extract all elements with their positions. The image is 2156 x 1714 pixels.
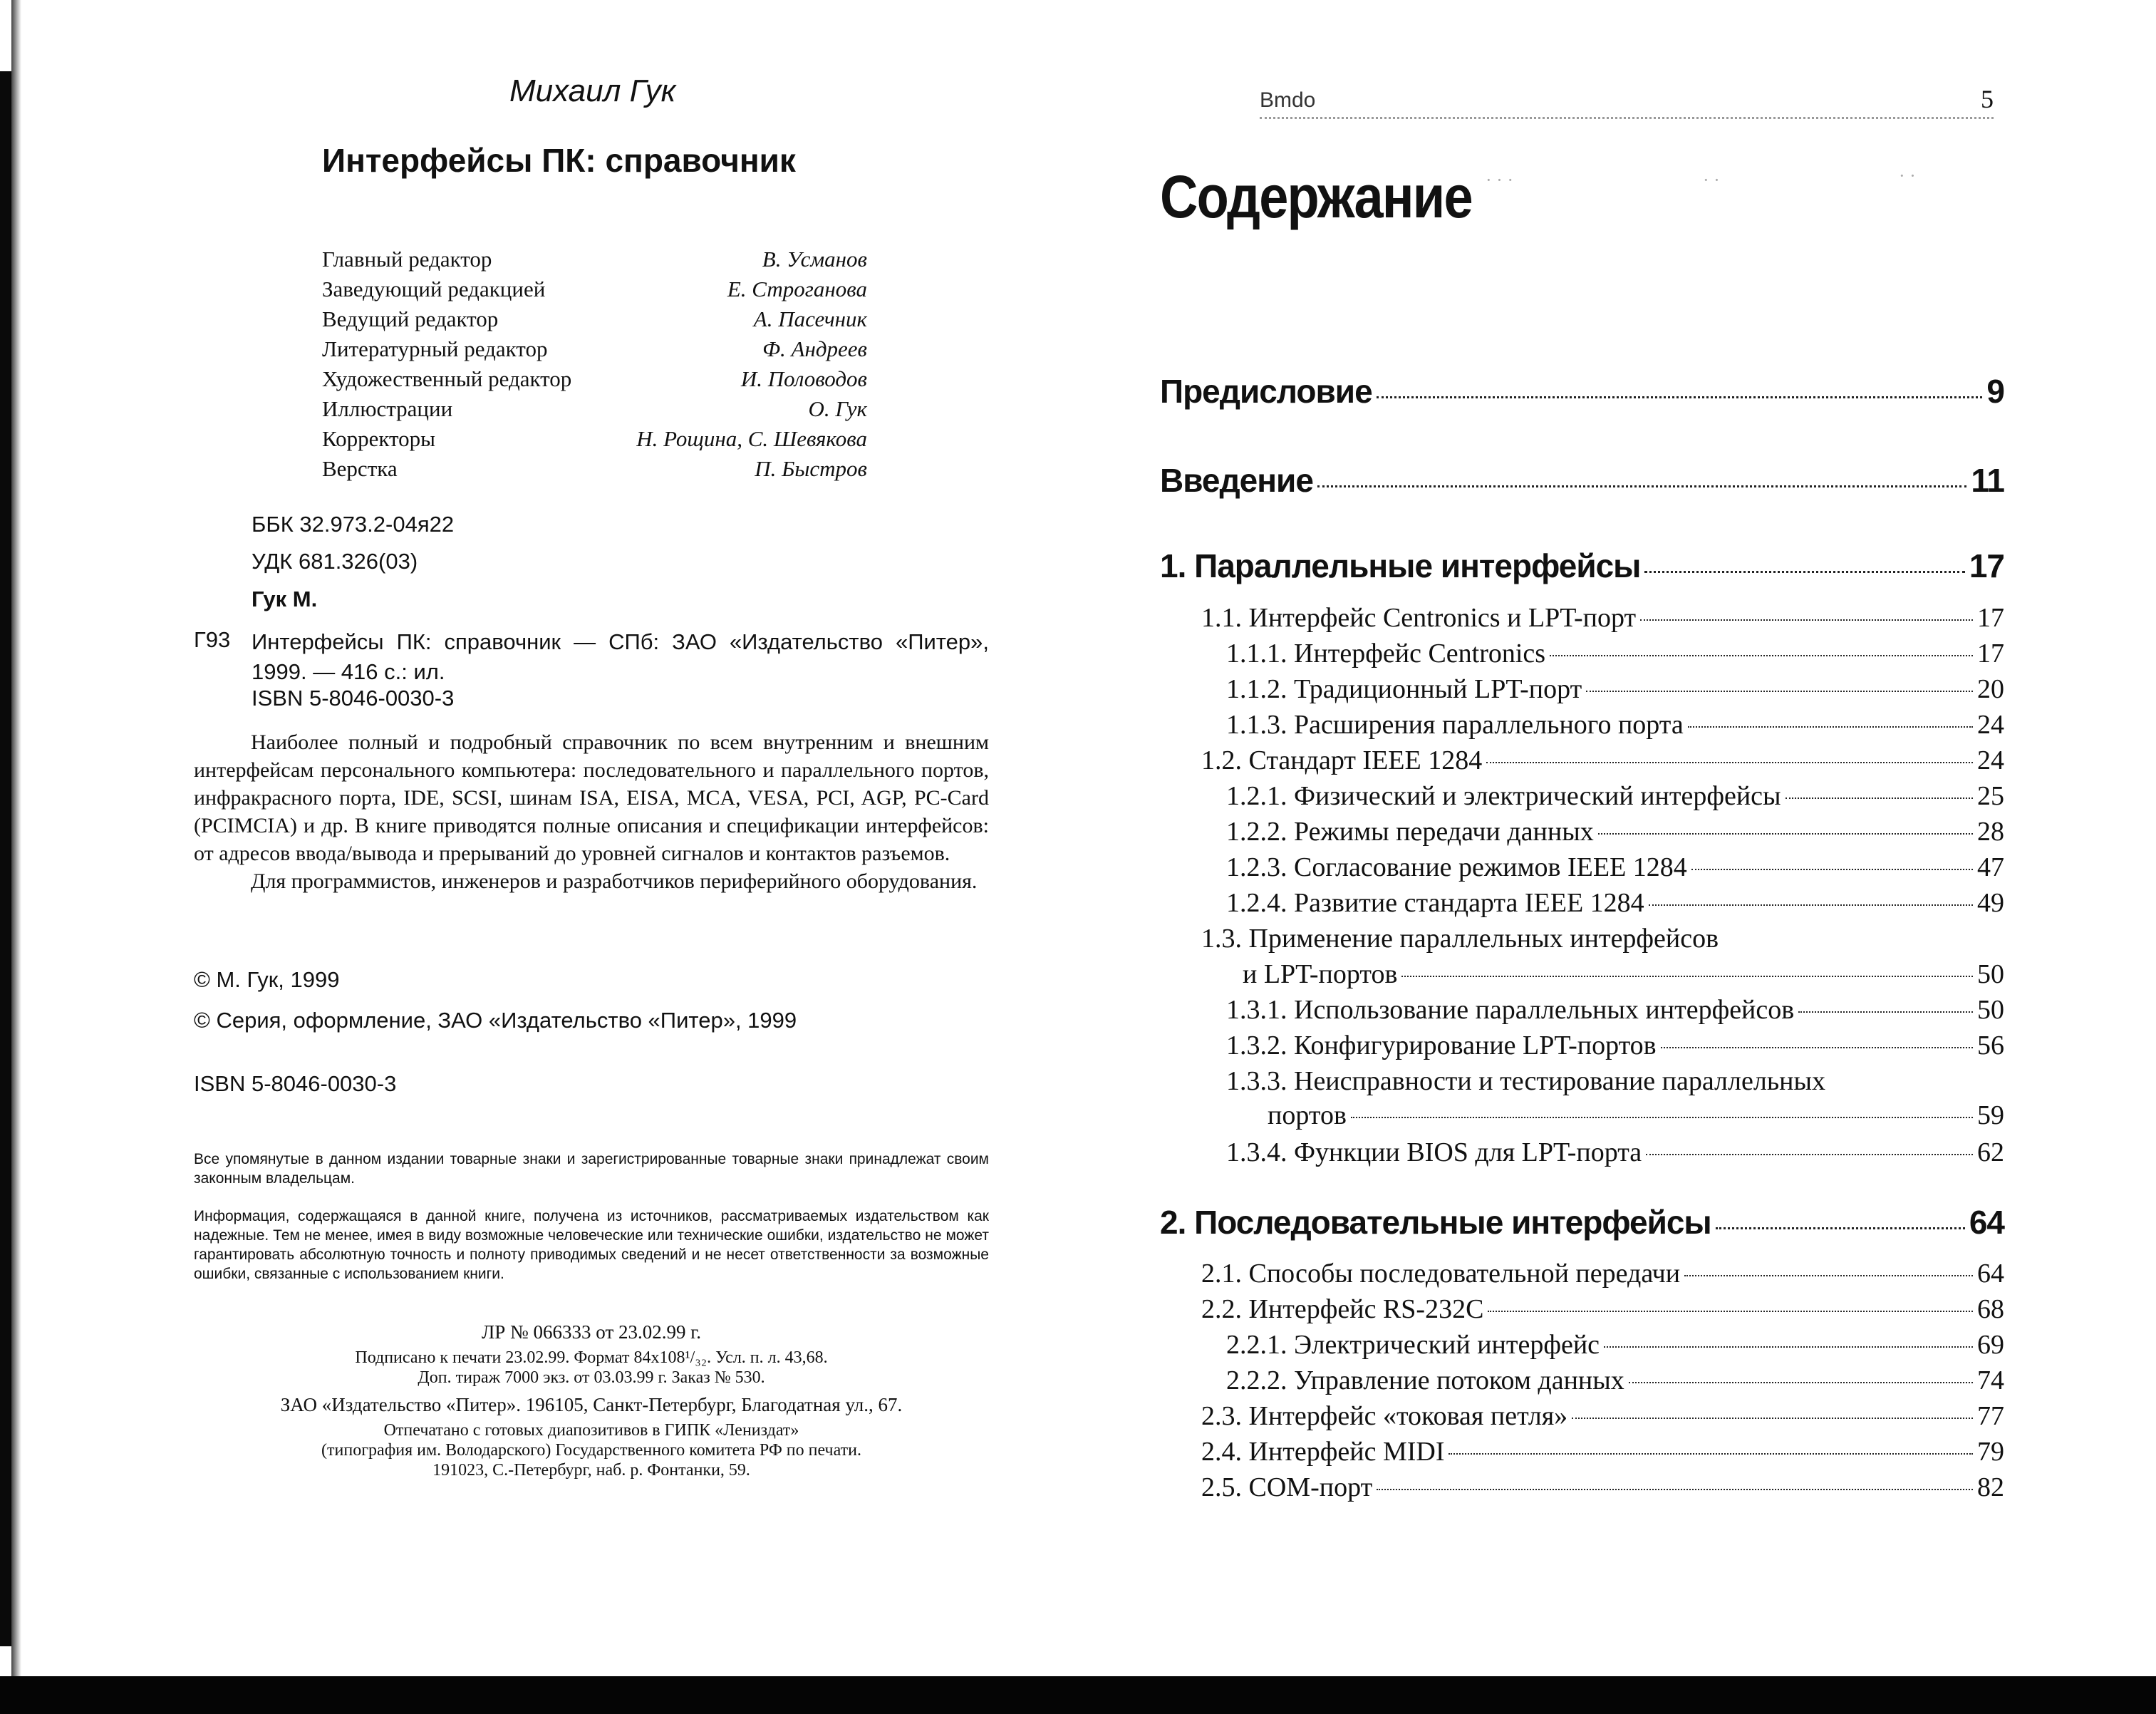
bbk-code: ББК 32.973.2-04я22 [252, 512, 455, 537]
disclaimer-note: Информация, содержащаяся в данной книге, получена из источников, рассматриваемых издательством как надежные. Тем не менее, имея в виду возможные человеческие или технические ошибки, издательство не может гарантировать абсолютную точность и полноту приводимых сведений и не несет ответственности за возможные ошибки, связанные с использованием книги. [194, 1208, 989, 1282]
scan-noise: · · [1899, 165, 1916, 186]
running-head: Bmdo [1260, 88, 1316, 112]
toc-page: 11 [1971, 462, 2004, 499]
credit-name: И. Половодов [740, 366, 867, 391]
toc-page: 59 [1977, 1100, 2004, 1130]
toc-leader [1684, 1275, 1973, 1276]
toc-label: 1.2.2. Режимы передачи данных [1226, 817, 1594, 847]
toc-entry[interactable] [1226, 1329, 2004, 1361]
toc-page: 79 [1977, 1437, 2004, 1467]
toc-label: 2.1. Способы последовательной передачи [1201, 1259, 1681, 1289]
toc-leader [1486, 762, 1973, 763]
page-number: 5 [1981, 85, 1994, 113]
toc-label: 2. Последовательные интерфейсы [1160, 1204, 1711, 1241]
toc-label: Введение [1160, 462, 1313, 499]
toc-entry[interactable] [1160, 1203, 2004, 1241]
toc-entry[interactable] [1243, 959, 2004, 990]
toc-leader [1644, 571, 1964, 573]
toc-leader [1550, 655, 1973, 656]
isbn: ISBN 5-8046-0030-3 [252, 686, 455, 711]
toc-page: 24 [1977, 745, 2004, 775]
toc-leader [1604, 1346, 1973, 1348]
toc-label: 1.1. Интерфейс Centronics и LPT-порт [1201, 603, 1637, 633]
toc-label: 2.2.1. Электрический интерфейс [1226, 1330, 1600, 1360]
toc-entry[interactable] [1226, 994, 2004, 1026]
toc-label: 1.2.3. Согласование режимов IEEE 1284 [1226, 852, 1687, 882]
toc-entry[interactable] [1160, 461, 2004, 500]
toc-entry[interactable] [1226, 673, 2004, 705]
toc-leader [1640, 619, 1973, 621]
credit-name: Е. Строганова [727, 277, 867, 301]
toc-page: 25 [1977, 781, 2004, 811]
toc-page: 64 [1977, 1259, 2004, 1289]
toc-page: 64 [1969, 1204, 2004, 1241]
toc-leader [1377, 1489, 1973, 1490]
scan-noise: · · · [1486, 170, 1513, 190]
toc-page: 17 [1969, 547, 2004, 584]
toc-page: 17 [1977, 603, 2004, 633]
toc-entry[interactable] [1201, 923, 2004, 954]
toc-leader [1448, 1453, 1973, 1455]
toc-entry[interactable] [1226, 852, 2004, 883]
toc-page: 50 [1977, 995, 2004, 1025]
catalog-code: Г93 [194, 627, 231, 652]
toc-label: 1.2. Стандарт IEEE 1284 [1201, 745, 1483, 775]
toc-entry[interactable] [1226, 709, 2004, 740]
toc-label: Предисловие [1160, 373, 1372, 410]
toc-label: и LPT-портов [1243, 959, 1398, 989]
toc-leader [1572, 1418, 1973, 1419]
toc-entry[interactable] [1201, 602, 2004, 634]
toc-entry[interactable] [1160, 372, 2004, 411]
toc-entry[interactable] [1226, 816, 2004, 847]
toc-page: 68 [1977, 1294, 2004, 1324]
credit-role: Заведующий редакцией [322, 277, 546, 301]
credit-role: Главный редактор [322, 247, 492, 272]
toc-entry[interactable] [1226, 1365, 2004, 1396]
credit-name: Ф. Андреев [762, 336, 867, 361]
toc-label: 2.3. Интерфейс «токовая петля» [1201, 1401, 1568, 1431]
isbn-bottom: ISBN 5-8046-0030-3 [194, 1071, 397, 1096]
running-head-rule [1260, 117, 1994, 119]
author-name: Михаил Гук [509, 73, 676, 108]
toc-entry[interactable] [1268, 1100, 2004, 1131]
toc-page: 20 [1977, 674, 2004, 704]
imprint-printer: 191023, С.-Петербург, наб. р. Фонтанки, 59. [432, 1461, 750, 1480]
toc-page: 24 [1977, 710, 2004, 740]
toc-page: 77 [1977, 1401, 2004, 1431]
credit-role: Художественный редактор [322, 366, 572, 391]
toc-leader [1377, 396, 1983, 398]
credit-name: В. Усманов [762, 247, 867, 272]
toc-page: 56 [1977, 1031, 2004, 1060]
imprint-signed: Подписано к печати 23.02.99. Формат 84х108¹/₃₂. Усл. п. л. 43,68. [355, 1348, 828, 1367]
toc-page: 74 [1977, 1365, 2004, 1395]
toc-label: 1. Параллельные интерфейсы [1160, 547, 1641, 584]
scan-noise: · · [1703, 170, 1720, 190]
toc-leader [1649, 904, 1973, 906]
toc-entry[interactable] [1226, 780, 2004, 812]
toc-leader [1629, 1382, 1973, 1383]
toc-page: 47 [1977, 852, 2004, 882]
toc-entry[interactable] [1226, 638, 2004, 669]
toc-page: 62 [1977, 1137, 2004, 1167]
credit-name: О. Гук [808, 396, 867, 421]
toc-entry[interactable] [1201, 1436, 2004, 1467]
toc-entry[interactable] [1226, 1137, 2004, 1168]
toc-entry[interactable] [1201, 1294, 2004, 1325]
toc-page: 17 [1977, 639, 2004, 668]
toc-entry[interactable] [1226, 887, 2004, 919]
toc-label: 2.4. Интерфейс MIDI [1201, 1437, 1445, 1467]
toc-page: 50 [1977, 959, 2004, 989]
copyright-author: © М. Гук, 1999 [194, 967, 340, 992]
toc-label: 1.3. Применение параллельных интерфейсов [1201, 924, 1719, 954]
toc-leader [1716, 1227, 1965, 1229]
scan-edge-bottom [0, 1676, 2156, 1714]
credit-name: Н. Рощина, С. Шевякова [636, 426, 867, 451]
toc-page: 69 [1977, 1330, 2004, 1360]
toc-entry[interactable] [1226, 1065, 2004, 1097]
bibliographic-entry: Интерфейсы ПК: справочник — СПб: ЗАО «Издательство «Питер», 1999. — 416 с.: ил. [252, 629, 989, 684]
toc-label: 1.3.1. Использование параллельных интерфейсов [1226, 995, 1795, 1025]
toc-leader [1691, 869, 1973, 870]
imprint-license: ЛР № 066333 от 23.02.99 г. [481, 1321, 702, 1343]
toc-label: 1.1.3. Расширения параллельного порта [1226, 710, 1684, 740]
toc-page: 9 [1986, 373, 2004, 410]
imprint-publisher: ЗАО «Издательство «Питер». 196105, Санкт-Петербург, Благодатная ул., 67. [280, 1394, 903, 1415]
toc-leader [1586, 691, 1973, 692]
toc-label: 1.3.3. Неисправности и тестирование параллельных [1226, 1066, 1826, 1096]
toc-label: 1.2.1. Физический и электрический интерфейсы [1226, 781, 1781, 811]
toc-entry[interactable] [1201, 1472, 2004, 1503]
toc-label: 1.1.2. Традиционный LPT-порт [1226, 674, 1582, 704]
udk-code: УДК 681.326(03) [252, 549, 418, 574]
toc-leader [1401, 976, 1973, 977]
credit-name: А. Пасечник [753, 306, 867, 331]
toc-leader [1598, 833, 1973, 835]
toc-leader [1351, 1117, 1973, 1118]
toc-label: 2.2. Интерфейс RS-232C [1201, 1294, 1484, 1324]
toc-label: портов [1268, 1100, 1347, 1130]
credit-role: Корректоры [322, 426, 436, 451]
copyright-series: © Серия, оформление, ЗАО «Издательство «Питер», 1999 [194, 1008, 797, 1033]
toc-label: 1.1.1. Интерфейс Centronics [1226, 639, 1546, 668]
toc-title: Содержание [1160, 163, 1472, 230]
credit-name: П. Быстров [755, 456, 867, 481]
toc-leader [1661, 1047, 1973, 1048]
toc-entry[interactable] [1201, 1400, 2004, 1432]
imprint-printer: (типография им. Володарского) Государственного комитета РФ по печати. [321, 1441, 861, 1460]
annotation-paragraph: Наиболее полный и подробный справочник по всем внутренним и внешним интерфейсам персонального компьютера: последовательного и параллельного портов, инфракрасного порта, IDE, SCSI, шинам ISA, EISA, MCA, VESA, PCI, AGP, PC-Card (PCIMCIA) и др. В книге приводятся полные описания и спецификации интерфейсов: от адресов ввода/вывода и прерываний до уровней сигналов и контактов разъемов. [194, 730, 989, 865]
toc-label: 2.2.2. Управление потоком данных [1226, 1365, 1624, 1395]
imprint-print-run: Доп. тираж 7000 экз. от 03.03.99 г. Заказ № 530. [418, 1368, 765, 1387]
toc-leader [1786, 797, 1973, 799]
toc-leader [1488, 1311, 1973, 1312]
toc-page: 28 [1977, 817, 2004, 847]
annotation-paragraph: Для программистов, инженеров и разработчиков периферийного оборудования. [251, 869, 978, 893]
toc-leader [1646, 1154, 1973, 1155]
author-heading: Гук М. [252, 587, 318, 611]
toc-entry[interactable] [1160, 547, 2004, 585]
book-title: Интерфейсы ПК: справочник [322, 142, 796, 179]
toc-page: 49 [1977, 888, 2004, 918]
trademark-note: Все упомянутые в данном издании товарные знаки и зарегистрированные товарные знаки принадлежат своим законным владельцам. [194, 1151, 989, 1187]
toc-label: 1.3.4. Функции BIOS для LPT-порта [1226, 1137, 1642, 1167]
toc-label: 2.5. COM-порт [1201, 1472, 1373, 1502]
credit-role: Ведущий редактор [322, 306, 499, 331]
toc-entry[interactable] [1201, 1258, 2004, 1289]
toc-entry[interactable] [1226, 1030, 2004, 1061]
credit-role: Верстка [322, 456, 398, 481]
toc-leader [1798, 1011, 1973, 1013]
toc-label: 1.3.2. Конфигурирование LPT-портов [1226, 1031, 1657, 1060]
toc-leader [1688, 726, 1973, 728]
toc-entry[interactable] [1201, 745, 2004, 776]
credit-role: Иллюстрации [322, 396, 453, 421]
toc-leader [1317, 485, 1966, 487]
toc-page: 82 [1977, 1472, 2004, 1502]
toc-label: 1.2.4. Развитие стандарта IEEE 1284 [1226, 888, 1644, 918]
imprint-printer: Отпечатано с готовых диапозитивов в ГИПК «Лениздат» [383, 1421, 799, 1440]
credit-role: Литературный редактор [322, 336, 548, 361]
